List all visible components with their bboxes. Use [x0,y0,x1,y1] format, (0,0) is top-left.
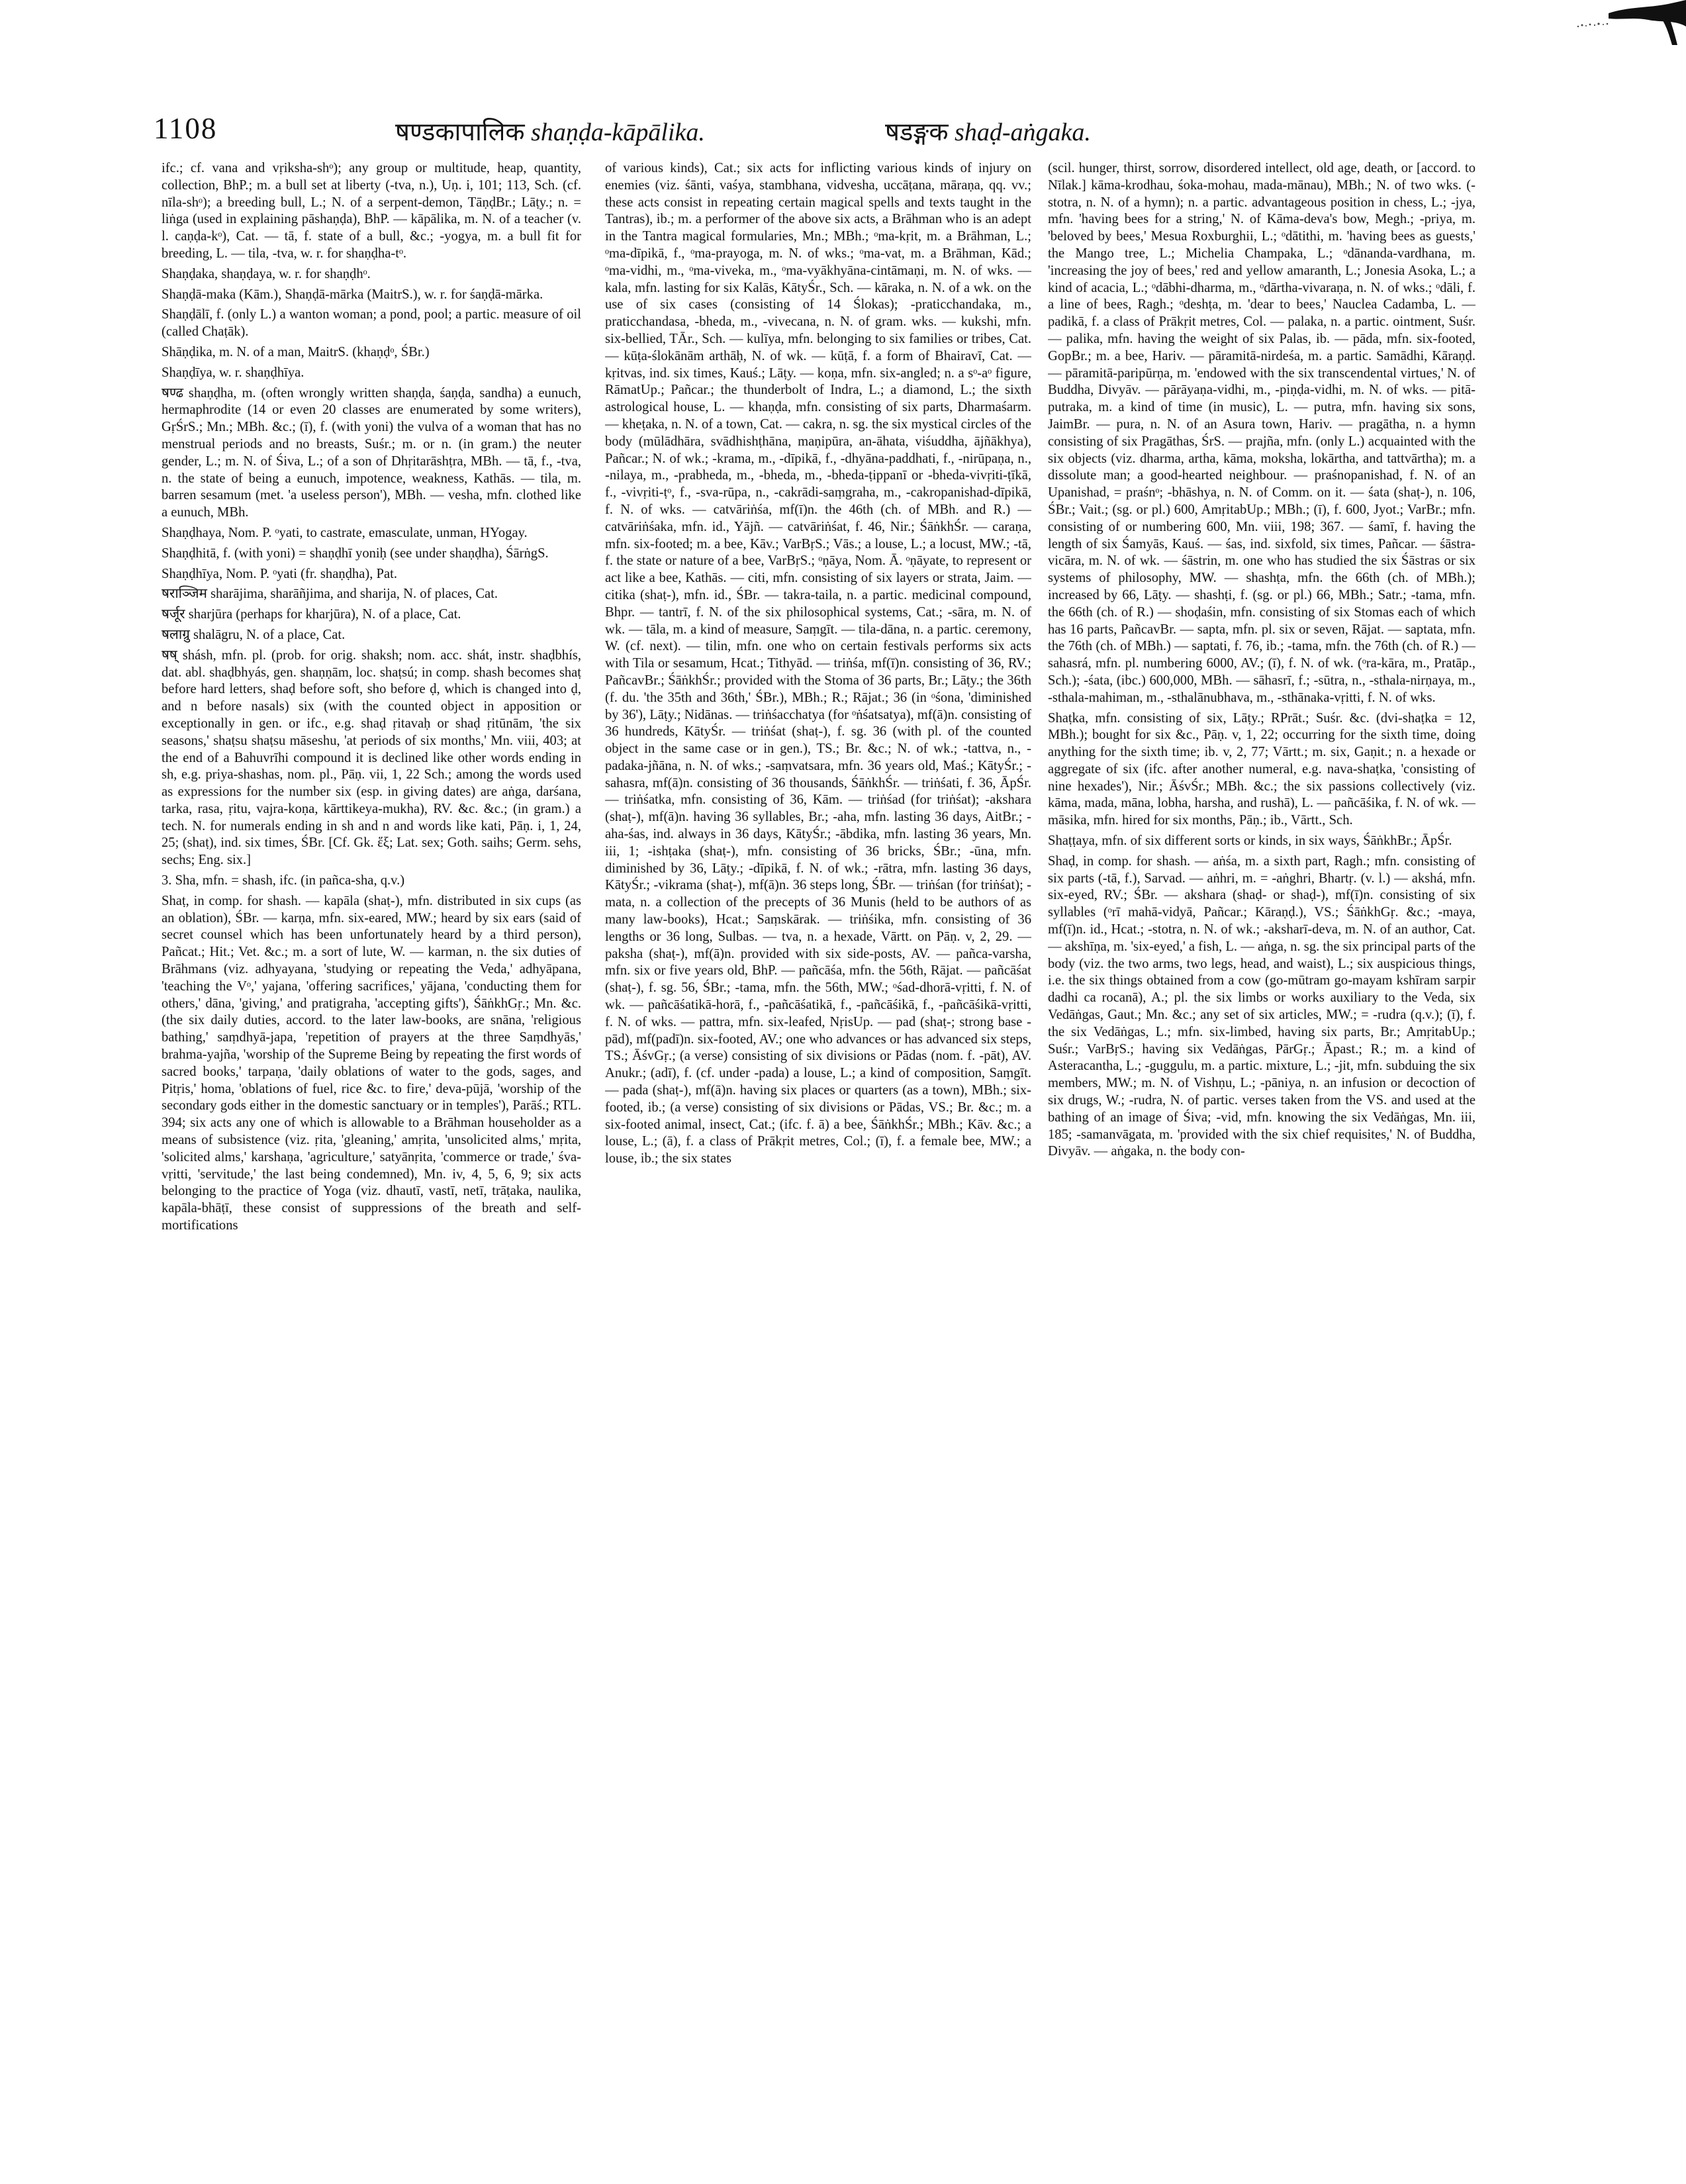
dictionary-entry: Shaṇḍhaya, Nom. P. ᵒyati, to castrate, emasculate, unman, HYogay. [162,525,528,540]
header-left-roman: shaṇḍa-kāpālika. [531,119,705,146]
header-right-devanagari: षडङ्गक [885,119,949,146]
dictionary-entry: Shaṭ, in comp. for shash. — kapāla (shaṭ-), mfn. distributed in six cups (as an oblation), ŚBr. — karṇa, mfn. six-eared, MW.; heard by six ears (said of secret counsel which has been unfortunately heard by a third person), Pañcat.; Hit.; Vet. &c.; m. a sort of lute, W. — karman, n. the six duties of Brāhmans (viz. adhyayana, 'studying or repeating the Veda,' adhyāpana, 'teaching the Vᵒ,' yajana, 'offering sacrifices,' yājana, 'conducting them for others,' dāna, 'giving,' and pratigraha, 'accepting gifts'), ŚāṅkhGṛ.; Mn. &c. (the six daily duties, accord. to the later law-books, are snāna, 'religious bathing,' saṃdhyā-japa, 'repetition of prayers at the three Saṃdhyās,' brahma-yajña, 'worship of the Supreme Being by repeating the first words of sacred books,' tarpaṇa, 'daily oblations of water to the gods, sages, and Pitṛis,' homa, 'oblations of fuel, rice &c. to fire,' deva-pūjā, 'worship of the secondary gods either in the domestic sanctuary or in temples'), Parāś.; RTL. 394; six acts any one of which is allowable to a Brāhman householder as a means of subsistence (viz. ṛita, 'gleaning,' amṛita, 'unsolicited alms,' mṛita, 'solicited alms,' karshaṇa, 'agriculture,' satyānṛita, 'commerce or trade,' śva-vṛitti, 'servitude,' the last being condemned), Mn. iv, 4, 5, 6, 9; six acts belonging to the practice of Yoga (viz. dhautī, vastī, netī, trāṭaka, naulika, kapāla-bhāṭī, these consist of suppressions of the breath and self-mortifications [162,893,581,1233]
header-left-headword [395,114,705,148]
column-left [162,160,581,2160]
dictionary-entry: षष् shásh, mfn. pl. (prob. for orig. shaksh; nom. acc. shát, instr. shaḍbhís, dat. abl. shaḍbhyás, gen. shaṇṇām, loc. shaṭsú; in comp. shash becomes shaṭ before hard letters, shaḍ before soft, sho before ḍ, which is changed into ḍ, and n before nasals) six (with the counted object in apposition or exceptionally in gen. or ifc., e.g. shaḍ ṛitavaḥ or shaḍ ṛitūnām, 'the six seasons,' shaṭsu shaṭsu māseshu, 'at periods of six months,' Mn. viii, 403; at the end of a Bahuvrīhi compound it is declined like other words ending in sh, e.g. priya-shashas, nom. pl., Pāṇ. vii, 1, 22 Sch.; among the words used as expressions for the number six (esp. in giving dates) are aṅga, darśana, tarka, rasa, ṛitu, vajra-koṇa, kārttikeya-mukha), RV. &c. &c.; (in gram.) a tech. N. for numerals ending in sh and n and words like kati, Pāṇ. i, 1, 24, 25; (shaṭ), ind. six times, ŚBr. [Cf. Gk. ἕξ; Lat. sex; Goth. saihs; Germ. sehs, sechs; Eng. six.] [162,647,581,868]
dictionary-entry: (scil. hunger, thirst, sorrow, disordered intellect, old age, death, or [accord. to Nīlak.] kāma-krodhau, śoka-mohau, mada-mānau), MBh.; N. of two wks. (-stotra, n. N. of a hymn); n. a partic. advantageous position in chess, L.; -jya, mfn. 'having bees for a string,' N. of Kāma-deva's bow, Megh.; -priya, m. 'beloved by bees,' Mesua Roxburghii, L.; ᵒdātithi, m. 'having bees as guests,' the Mango tree, L.; Michelia Champaka, L.; ᵒdānanda-vardhana, m. 'increasing the joy of bees,' red and yellow amaranth, L.; Jonesia Asoka, L.; a kind of acacia, L.; ᵒdābhi-dharma, m., ᵒdārtha-vivaraṇa, n. N. of wks.; ᵒdāli, f. a line of bees, Ragh.; ᵒdeshṭa, m. 'dear to bees,' Nauclea Cadamba, L. — padikā, f. a class of Prākṛit metres, Col. — palaka, n. a partic. ointment, Suśr. — palika, mfn. having the weight of six Palas, ib. — pāda, mfn. six-footed, GopBr.; m. a bee, Hariv. — pāramitā-nirdeśa, m. a partic. Samādhi, Kāraṇḍ. — pāramitā-paripūrṇa, m. 'endowed with the six transcendental virtues,' N. of Buddha, Divyāv. — pārāyaṇa-vidhi, m., -piṇḍa-vidhi, m. N. of wks. — pitā-putraka, m. a kind of time (in music), L. — putra, mfn. having six sons, JaimBr. — pura, n. N. of an Asura town, Hariv. — pragātha, n. a hymn consisting of six Pragāthas, ŚrS. — prajña, mfn. (only L.) acquainted with the six objects (viz. dharma, artha, kāma, moksha, lokārtha, and tattvārtha); m. a dissolute man; a good-hearted neighbour. — praśnopanishad, f. N. of an Upanishad, = praśnᵒ; -bhāshya, n. N. of Comm. on it. — śata (shaṭ-), n. 106, ŚBr.; Vait.; (sg. or pl.) 600, AmṛitabUp.; MBh.; (ī), f. 600, Jyot.; VarBr.; mfn. consisting of or numbering 600, Mn. viii, 198; 367. — śamī, f. having the length of six Śamyās, Kauś. — śas, ind. sixfold, six times, Pañcar. — śāstra-vicāra, m. N. of wk. — śāstrin, m. one who has studied the six Śāstras or six systems of philosophy, MW. — shashṭa, mfn. the 66th (ch. of MBh.); increased by 66, Lāṭy. — shashṭi, f. (sg. or pl.) 66, MBh.; Satr.; -tama, mfn. the 66th (ch. of R.) — shoḍaśin, mfn. consisting of six Stomas each of which has 16 parts, PañcavBr. — sapta, mfn. pl. six or seven, Rājat. — saptata, mfn. the 76th (ch. of MBh.) — saptati, f. 76, ib.; -tama, mfn. the 76th (ch. of R.) — sahasrá, mfn. pl. numbering 6000, AV.; (ī), f. N. of wk. (ᵒra-kāra, m., Pratāp., Sch.); -śata, (ibc.) 600,000, MBh. — sāhasrī, f.; -sūtra, n., -sthala-nirṇaya, m., -sthala-mahiman, m., -sthalānubhava, m., -sthānaka-vṛitti, f. N. of wks. [1048,161,1475,705]
header-right-roman: shaḍ-aṅgaka. [955,119,1091,146]
dictionary-entry: Shaṭṭaya, mfn. of six different sorts or kinds, in six ways, ŚāṅkhBr.; ĀpŚr. [1048,833,1452,849]
header-right-headword [885,114,1091,148]
dictionary-entry: षण्ढ shaṇḍha, m. (often wrongly written shaṇḍa, śaṇḍa, sandha) a eunuch, hermaphrodite (14 or even 20 classes are enumerated by some writers), GṛŚrS.; Mn.; MBh. &c.; (ī), f. (with yoni) the vulva of a woman that has no menstrual periods and no breasts, Suśr.; m. or n. (in gram.) the neuter gender, L.; m. N. of Śiva, L.; of a son of Dhṛitarāshṭra, MBh. — tā, f., -tva, n. the state of being a eunuch, impotence, weakness, Kathās. — tila, m. barren sesamum (met. 'a useless person'), MBh. — vesha, mfn. clothed like a eunuch, MBh. [162,385,581,520]
dictionary-entry: ifc.; cf. vana and vṛiksha-shᵒ); any group or multitude, heap, quantity, collection, BhP.; m. a bull set at liberty (-tva, n.), Uṇ. i, 101; 113, Sch. (cf. nīla-shᵒ); a breeding bull, L.; N. of a serpent-demon, TāṇḍBr.; Lāṭy.; n. = liṅga (used in explaining pāshaṇḍa), BhP. — kāpālika, m. N. of a teacher (v. l. caṇḍa-kᵒ), Cat. — tā, f. state of a bull, &c.; -yogya, m. a bull fit for breeding, L. — tila, -tva, w. r. for shaṇḍha-tᵒ. [162,161,581,261]
dictionary-entry: षर्जूर sharjūra (perhaps for kharjūra), N. of a place, Cat. [162,607,461,622]
dictionary-entry: षराञ्जिम sharājima, sharāñjima, and sharija, N. of places, Cat. [162,587,498,602]
column-right [1048,160,1475,2160]
dictionary-entry: Shaṇḍā-maka (Kām.), Shaṇḍā-mārka (MaitrS.), w. r. for śaṇḍā-mārka. [162,287,543,302]
column-middle [605,160,1031,2160]
dictionary-entry: Shaḍ, in comp. for shash. — aṅśa, m. a sixth part, Ragh.; mfn. consisting of six parts (-tā, f.), Sarvad. — aṅhri, m. = -aṅghri, Bhartṛ. (v. l.) — akshá, mfn. six-eyed, RV.; ŚBr. — akshara (shaḍ- or shaḍ-), mf(ī)n. consisting of six syllables (ᵒrī mahā-vidyā, Pañcar.; Kāraṇḍ.), VS.; ŚāṅkhGṛ. &c.; -maya, mf(ī)n. id., Hcat.; -stotra, n. N. of wk.; -aksharī-deva, m. N. of an author, Cat. — akshīṇa, m. 'six-eyed,' a fish, L. — aṅga, n. sg. the six principal parts of the body (viz. the two arms, two legs, head, and waist), L.; six auspicious things, i.e. the six things obtained from a cow (go-mūtram go-mayam kshīram sarpir dadhi ca rocanā), A.; pl. the six limbs or works auxiliary to the Veda, six Vedāṅgas, Gaut.; Mn. &c.; any set of six articles, MW.; = -rudra (q.v.); (ī), f. the six Vedāṅgas, L.; mfn. six-limbed, having six parts, Br.; AmṛitabUp.; Suśr.; VarBṛS.; having six Vedāṅgas, PārGṛ.; Āpast.; R.; m. a kind of Asteracantha, L.; -guggulu, m. a partic. mixture, L.; -jit, mfn. subduing the six members, MW.; m. N. of Vishṇu, L.; -pāniya, n. an infusion or decoction of six drugs, W.; -rudra, N. of partic. verses taken from the VS. and used at the bathing of an image of Śiva; -vid, mfn. knowing the six Vedāṅgas, Mn. iii, 185; -samanvāgata, m. 'provided with the six chief requisites,' N. of Buddha, Divyāv. — aṅgaka, n. the body con- [1048,853,1475,1159]
dictionary-entry: Shaṇḍhīya, Nom. P. ᵒyati (fr. shaṇḍha), Pat. [162,566,397,581]
dictionary-entry: Shaṇḍīya, w. r. shaṇḍhīya. [162,365,304,380]
page-number: 1108 [154,112,218,145]
dictionary-entry: of various kinds), Cat.; six acts for inflicting various kinds of injury on enemies (viz. śānti, vaśya, stambhana, vidvesha, uccāṭana, māraṇa, qq. vv.; these acts consist in repeating certain magical spells and texts taught in the Tantras), ib.; m. a performer of the above six acts, a Brāhman who is an adept in the Tantra magical formularies, Mn.; MBh.; ᵒma-kṛit, m. a Brāhman, L.; ᵒma-dīpikā, f., ᵒma-prayoga, m. N. of wks.; ᵒma-vat, m. a Brāhman, Kād.; ᵒma-vidhi, m., ᵒma-viveka, m., ᵒma-vyākhyāna-cintāmaṇi, m. N. of wks. — kala, mfn. lasting for six Kalās, KātyŚr., Sch. — kāraka, n. N. of a wk. on the use of six cases (consisting of 14 Ślokas); -praticchandaka, m., praticchandasa, -bheda, m., -vivecana, n. N. of gram. wks. — kukshi, mfn. six-bellied, TĀr., Sch. — kulīya, mfn. belonging to six families or tribes, Cat. — kūṭa-ślokānām arthāḥ, N. of wk. — kūṭā, f. a form of Bhairavī, Cat. — kṛitvas, ind. six times, Kauś.; Lāṭy. — koṇa, mfn. six-angled; n. a sᵒ-aᵒ figure, RāmatUp.; Pañcar.; the thunderbolt of Indra, L.; a diamond, L.; the sixth astrological house, L. — khaṇḍa, mfn. consisting of six parts, Dharmaśarm. — kheṭaka, n. N. of a town, Cat. — cakra, n. sg. the six mystical circles of the body (mūlādhāra, svādhishṭhāna, maṇipūra, an-āhata, viśuddha, ājñākhya), Pañcar.; N. of wk.; -krama, m., -dīpikā, f., -dhyāna-paddhati, f., -nirūpaṇa, n., -nilaya, m., -prabheda, m., -bheda, m., -bheda-ṭippanī or -bheda-vivṛiti-ṭīkā, f., -vivṛiti-ṭᵒ, f., -sva-rūpa, n., -cakrādi-saṃgraha, m., -cakropanishad-dīpikā, f. N. of wks. — catvāriṅśa, mf(ī)n. the 46th (ch. of MBh. and R.) — catvāriṅśaka, mfn. id., Yājñ. — catvāriṅśat, f. 46, Nir.; ŚāṅkhŚr. — caraṇa, mfn. six-footed; m. a bee, Kāv.; VarBṛS.; Vās.; a louse, L.; a locust, MW.; -tā, f. the state or nature of a bee, VarBṛS.; ᵒṇāya, Nom. Ā. ᵒṇāyate, to represent or act like a bee, Kathās. — citi, mfn. consisting of six layers or strata, Jaim. — citika (shaṭ-), mfn. id., ŚBr. — takra-taila, n. a partic. medicinal compound, Bhpr. — tantrī, f. N. of the six philosophical systems, Cat.; -sāra, m. N. of wk. — tāla, m. a kind of measure, Saṃgīt. — tila-dāna, n. a partic. ceremony, W. (cf. next). — tilin, mfn. one who on certain festivals performs six acts with Tila or sesamum, Hcat.; Tithyād. — triṅśa, mf(ī)n. consisting of 36, RV.; PañcavBr.; ŚāṅkhŚr.; provided with the Stoma of 36 parts, Br.; Lāṭy.; the 36th (f. du. 'the 35th and 36th,' ŚBr.), MBh.; R.; Rājat.; 36 (in ᵒśona, 'diminished by 36'), Lāṭy.; Nidānas. — triṅśacchatya (for ᵒṅśatsatya), mf(ā)n. consisting of 36 hundreds, KātyŚr. — triṅśat (shaṭ-), f. sg. 36 (with pl. of the counted object in the same case or in gen.), TS.; Br. &c.; N. of wk.; -tattva, n., -padaka-jñāna, n. N. of wks.; -saṃvatsara, mfn. 36 years old, Maś.; KātyŚr.; -sahasra, mf(ā)n. consisting of 36 thousands, ŚāṅkhŚr. — triṅśati, f. 36, ĀpŚr. — triṅśatka, mfn. consisting of 36, Kām. — triṅśad (for triṅśat); -akshara (shaṭ-), mf(ā)n. having 36 syllables, Br.; -aha, mfn. lasting 36 days, AitBr.; -aha-śas, ind. always in 36 days, KātyŚr.; -ābdika, mfn. lasting 36 years, Mn. iii, 1; -ishṭaka (shaṭ-), mfn. consisting of 36 bricks, ŚBr.; -ūna, mfn. diminished by 36, Lāṭy.; -dīpikā, f. N. of wk.; -rātra, mfn. lasting 36 days, KātyŚr.; -vikrama (shaṭ-), mf(ā)n. 36 steps long, ŚBr. — triṅśan (for triṅśat); -mata, n. a collection of the precepts of 36 Munis (held to be authors of as many law-books), Hcat.; Saṃskārak. — triṅśika, mfn. consisting of 36 lengths or 36 long, Sulbas. — tva, n. a hexade, Vārtt. on Pāṇ. v, 2, 29. — paksha (shaṭ-), mf(ā)n. provided with six side-posts, AV. — pañca-varsha, mfn. six or five years old, BhP. — pañcāśa, mfn. the 56th, Rājat. — pañcāśat (shaṭ-), f. sg. 56, ŚBr.; -tama, mfn. the 56th, MW.; ᵒśad-dhorā-vṛitti, f. N. of wk. — pañcāśatikā-horā, f., -pañcāśatikā, f., -pañcāśikā, f., -pañcāśikā-vṛitti, f. N. of wks. — pattra, mfn. six-leafed, NṛisUp. — pad (shaṭ-; strong base -pād), mf(padī)n. six-footed, AV.; one who advances or has advanced six steps, TS.; ĀśvGṛ.; (a verse) consisting of six divisions or Pādas (nom. f. -pāt), AV. Anukr.; (adī), f. (cf. under -pada) a louse, L.; a kind of composition, Saṃgīt. — pada (shaṭ-), mf(ā)n. having six places or quarters (as a town), MBh.; six-footed, ib.; (a verse) consisting of six divisions or Pādas, VS.; Br. &c.; m. a six-footed animal, insect, Cat.; (ifc. f. ā) a bee, ŚāṅkhŚr.; MBh.; Kāv. &c.; a louse, L.; (ā), f. a class of Prākṛit metres, Col.; (ī), f. a female bee, MW.; a louse, ib.; the six states [605,161,1031,1166]
dictionary-entry: Shaṭka, mfn. consisting of six, Lāṭy.; RPrāt.; Suśr. &c. (dvi-shaṭka = 12, MBh.); bought for six &c., Pāṇ. v, 1, 22; occurring for the sixth time, doing anything for the sixth time; ib. v, 2, 77; Vārtt.; m. six, Gaṇit.; n. a hexade or aggregate of six (ifc. after another numeral, e.g. nava-shaṭka, 'consisting of nine hexades'), Nir.; ĀśvŚr.; MBh. &c.; the six passions collectively (viz. kāma, mada, māna, lobha, harsha, and rushā), L. — pañcāśika, f. N. of wk. — māsika, mfn. hired for six months, Pāṇ.; ib., Vārtt., Sch. [1048,710,1475,828]
page-corner-mark [1609,0,1686,46]
dictionary-entry: Shaṇḍhitā, f. (with yoni) = shaṇḍhī yoniḥ (see under shaṇḍha), ŚārṅgS. [162,546,549,561]
dictionary-entry: षलाग्रु shalāgru, N. of a place, Cat. [162,627,346,642]
dictionary-entry: 3. Sha, mfn. = shash, ifc. (in pañca-sha, q.v.) [162,873,405,888]
dictionary-entry: Shāṇḍika, m. N. of a man, MaitrS. (khaṇḍᵒ, ŚBr.) [162,344,430,359]
dictionary-entry: Shaṇḍālī, f. (only L.) a wanton woman; a pond, pool; a partic. measure of oil (called Chaṭāk). [162,307,581,340]
header-left-devanagari: षण्डकापालिक [395,119,525,146]
page-header [154,111,1471,158]
dictionary-entry: Shaṇḍaka, shaṇḍaya, w. r. for shaṇḍhᵒ. [162,266,371,281]
